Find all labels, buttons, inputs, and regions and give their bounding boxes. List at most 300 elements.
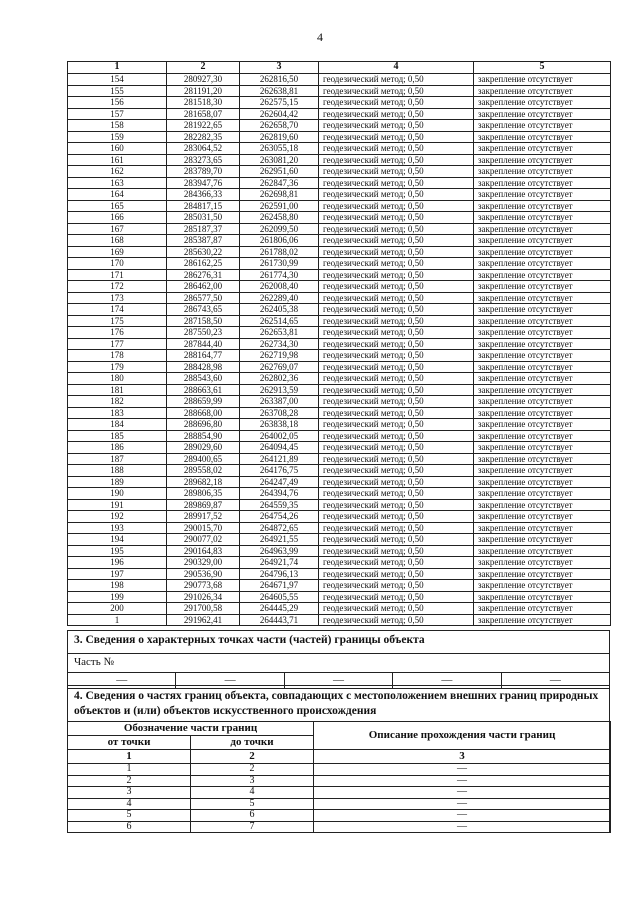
table-cell: геодезический метод; 0,50 [319,235,474,247]
dash-cell: — [393,673,501,688]
table-row [68,189,611,201]
table-cell: 174 [68,304,167,316]
table-row [68,787,611,799]
table-cell: 262816,50 [240,74,319,86]
table-cell: геодезический метод; 0,50 [319,189,474,201]
table-cell: 286743,65 [167,304,240,316]
table-cell: закрепление отсутствует [474,200,611,212]
column-number: 3 [314,750,611,764]
table-cell: 264754,26 [240,511,319,523]
table-row [68,361,611,373]
table-cell: 171 [68,269,167,281]
table-cell: геодезический метод; 0,50 [319,465,474,477]
table-cell: закрепление отсутствует [474,499,611,511]
table-cell: закрепление отсутствует [474,545,611,557]
table-cell: геодезический метод; 0,50 [319,120,474,132]
table-cell: 193 [68,522,167,534]
table-cell: закрепление отсутствует [474,361,611,373]
table-cell: геодезический метод; 0,50 [319,430,474,442]
table-cell: 262698,81 [240,189,319,201]
table-cell: закрепление отсутствует [474,235,611,247]
table-cell: закрепление отсутствует [474,154,611,166]
table-cell: 262734,30 [240,338,319,350]
table-header-row [68,62,611,74]
table-cell: геодезический метод; 0,50 [319,350,474,362]
dash-cell: — [549,674,561,686]
table-row [68,235,611,247]
table-cell: — [314,764,611,776]
table-cell: закрепление отсутствует [474,603,611,615]
table-row [68,557,611,569]
table-cell: 264443,71 [240,614,319,626]
table-cell: 264671,97 [240,580,319,592]
table-cell: геодезический метод; 0,50 [319,154,474,166]
table-cell: геодезический метод; 0,50 [319,74,474,86]
table-cell: 262802,36 [240,373,319,385]
table-cell: 264176,75 [240,465,319,477]
table-row [68,568,611,580]
table-cell: 184 [68,419,167,431]
table-cell: закрепление отсутствует [474,74,611,86]
table-cell: 262913,59 [240,384,319,396]
table-row [68,120,611,132]
table-cell: 288164,77 [167,350,240,362]
table-cell: 262951,60 [240,166,319,178]
table-cell: закрепление отсутствует [474,166,611,178]
table-cell: 290164,83 [167,545,240,557]
table-cell: закрепление отсутствует [474,177,611,189]
table-cell: геодезический метод; 0,50 [319,545,474,557]
table-cell: 288428,98 [167,361,240,373]
table-cell: геодезический метод; 0,50 [319,522,474,534]
table-cell: 264921,74 [240,557,319,569]
table-cell: 290077,02 [167,534,240,546]
table-cell: закрепление отсутствует [474,453,611,465]
table-cell: закрепление отсутствует [474,189,611,201]
table-cell: 163 [68,177,167,189]
column-header: 3 [240,62,319,74]
table-row [68,453,611,465]
table-cell: 175 [68,315,167,327]
table-cell: 154 [68,74,167,86]
table-cell: закрепление отсутствует [474,269,611,281]
table-cell: 262405,38 [240,304,319,316]
page-number: 4 [317,30,323,44]
table-cell: 166 [68,212,167,224]
table-cell: закрепление отсутствует [474,315,611,327]
table-cell: 3 [68,787,191,799]
table-cell: 262591,00 [240,200,319,212]
table-cell: 262289,40 [240,292,319,304]
table-cell: закрепление отсутствует [474,258,611,270]
table-row [68,131,611,143]
table-row [68,775,611,787]
boundary-parts-table [67,721,611,833]
table-cell: закрепление отсутствует [474,580,611,592]
table-cell: 192 [68,511,167,523]
table-row [68,821,611,833]
section-3-title: 3. Сведения о характерных точках части (частей) границы объекта [68,631,609,654]
table-cell: закрепление отсутствует [474,338,611,350]
table-cell: 284817,15 [167,200,240,212]
dash-cell: — [68,673,176,688]
table-cell: 289029,60 [167,442,240,454]
table-cell: геодезический метод; 0,50 [319,166,474,178]
table-cell: геодезический метод; 0,50 [319,108,474,120]
table-cell: 262638,81 [240,85,319,97]
table-row [68,258,611,270]
table-cell: закрепление отсутствует [474,120,611,132]
table-cell: 264394,76 [240,488,319,500]
table-cell: 289682,18 [167,476,240,488]
table-cell: 262769,07 [240,361,319,373]
table-cell: 7 [191,821,314,833]
table-cell: геодезический метод; 0,50 [319,361,474,373]
table-cell: 285187,37 [167,223,240,235]
table-row [68,315,611,327]
table-cell: 283947,76 [167,177,240,189]
table-cell: 264605,55 [240,591,319,603]
table-cell: закрепление отсутствует [474,384,611,396]
table-cell: 168 [68,235,167,247]
table-row [68,580,611,592]
table-cell: геодезический метод; 0,50 [319,476,474,488]
coordinates-table-body [68,74,611,626]
table-row [68,166,611,178]
table-cell: закрепление отсутствует [474,85,611,97]
table-cell: 3 [191,775,314,787]
column-header: 4 [319,62,474,74]
table-cell: 264921,55 [240,534,319,546]
table-cell: 177 [68,338,167,350]
table-cell: геодезический метод; 0,50 [319,384,474,396]
table-cell: закрепление отсутствует [474,522,611,534]
table-cell: 288659,99 [167,396,240,408]
table-cell: 288668,00 [167,407,240,419]
table-cell: 186 [68,442,167,454]
table-cell: 289869,87 [167,499,240,511]
table-cell: 4 [191,787,314,799]
table-row [68,327,611,339]
table-cell: 285031,50 [167,212,240,224]
table-cell: 263055,18 [240,143,319,155]
table-cell: закрепление отсутствует [474,407,611,419]
table-row [68,810,611,822]
table-cell: 170 [68,258,167,270]
table-cell: 196 [68,557,167,569]
table-cell: закрепление отсутствует [474,488,611,500]
table-row [68,442,611,454]
table-cell: 288663,61 [167,384,240,396]
table-cell: 263387,00 [240,396,319,408]
table-cell: закрепление отсутствует [474,465,611,477]
table-cell: закрепление отсутствует [474,281,611,293]
table-cell: 262099,50 [240,223,319,235]
table-cell: 264121,89 [240,453,319,465]
table-cell: 282282,35 [167,131,240,143]
table-row [68,603,611,615]
table-row [68,384,611,396]
table-cell: закрепление отсутствует [474,304,611,316]
boundary-parts-body [68,764,611,833]
table-cell: 155 [68,85,167,97]
table-cell: 264002,05 [240,430,319,442]
table-cell: закрепление отсутствует [474,131,611,143]
table-row [68,212,611,224]
table-cell: 4 [68,798,191,810]
table-cell: 263838,18 [240,419,319,431]
table-cell: закрепление отсутствует [474,108,611,120]
table-cell: геодезический метод; 0,50 [319,396,474,408]
table-cell: 191 [68,499,167,511]
table-cell: 1 [68,614,167,626]
table-cell: 284366,33 [167,189,240,201]
table-row [68,419,611,431]
coordinates-table [67,61,611,626]
column-header: 2 [167,62,240,74]
table-cell: 264796,13 [240,568,319,580]
table-cell: — [314,798,611,810]
table-cell: 262008,40 [240,281,319,293]
table-cell: 176 [68,327,167,339]
table-cell: геодезический метод; 0,50 [319,568,474,580]
table-cell: геодезический метод; 0,50 [319,591,474,603]
table-cell: закрепление отсутствует [474,373,611,385]
table-cell: 178 [68,350,167,362]
table-cell: геодезический метод; 0,50 [319,281,474,293]
table-cell: 157 [68,108,167,120]
table-cell: закрепление отсутствует [474,327,611,339]
table-cell: 165 [68,200,167,212]
table-cell: 261788,02 [240,246,319,258]
table-cell: 264559,35 [240,499,319,511]
table-row [68,488,611,500]
table-cell: геодезический метод; 0,50 [319,212,474,224]
table-row [68,764,611,776]
table-row [68,269,611,281]
table-cell: — [314,821,611,833]
table-cell: закрепление отсутствует [474,143,611,155]
table-cell: геодезический метод; 0,50 [319,580,474,592]
column-header: 5 [474,62,611,74]
table-cell: 160 [68,143,167,155]
table-cell: 261730,99 [240,258,319,270]
table-cell: 263708,28 [240,407,319,419]
table-cell: геодезический метод; 0,50 [319,338,474,350]
table-cell: 195 [68,545,167,557]
table-cell: 179 [68,361,167,373]
table-cell: 194 [68,534,167,546]
table-cell: 286462,00 [167,281,240,293]
table-row [68,373,611,385]
table-cell: 1 [68,764,191,776]
table-cell: 290773,68 [167,580,240,592]
table-cell: закрепление отсутствует [474,511,611,523]
table-row [68,534,611,546]
table-cell: 262719,98 [240,350,319,362]
part-number-label: Часть № [68,654,609,673]
table-cell: 190 [68,488,167,500]
table-cell: геодезический метод; 0,50 [319,269,474,281]
table-row [68,476,611,488]
table-cell: 164 [68,189,167,201]
table-cell: геодезический метод; 0,50 [319,246,474,258]
table-cell: 161 [68,154,167,166]
table-cell: 290536,90 [167,568,240,580]
table-cell: 290329,00 [167,557,240,569]
table-row [68,798,611,810]
table-cell: закрепление отсутствует [474,223,611,235]
table-cell: 286162,25 [167,258,240,270]
table-cell: 291962,41 [167,614,240,626]
table-cell: 283064,52 [167,143,240,155]
table-row [68,108,611,120]
table-cell: 169 [68,246,167,258]
table-cell: геодезический метод; 0,50 [319,442,474,454]
table-row [68,292,611,304]
table-cell: 262458,80 [240,212,319,224]
table-cell: 264247,49 [240,476,319,488]
table-row [68,200,611,212]
table-row [68,350,611,362]
table-cell: 185 [68,430,167,442]
table-cell: геодезический метод; 0,50 [319,419,474,431]
table-cell: геодезический метод; 0,50 [319,511,474,523]
table-cell: 281191,20 [167,85,240,97]
table-cell: закрепление отсутствует [474,568,611,580]
section-3 [67,630,610,689]
table-cell: геодезический метод; 0,50 [319,177,474,189]
table-cell: 158 [68,120,167,132]
table-cell: 264963,99 [240,545,319,557]
table-cell: 288854,90 [167,430,240,442]
table-cell: геодезический метод; 0,50 [319,453,474,465]
table-cell: геодезический метод; 0,50 [319,603,474,615]
table-cell: геодезический метод; 0,50 [319,488,474,500]
table-cell: 264872,65 [240,522,319,534]
table-cell: 6 [68,821,191,833]
table-cell: закрепление отсутствует [474,396,611,408]
table-cell: геодезический метод; 0,50 [319,407,474,419]
column-number: 1 [68,750,191,764]
table-cell: 261774,30 [240,269,319,281]
table-cell: 198 [68,580,167,592]
table-cell: 156 [68,97,167,109]
table-cell: 5 [68,810,191,822]
table-cell: 289917,52 [167,511,240,523]
table-cell: геодезический метод; 0,50 [319,131,474,143]
table-cell: 291026,34 [167,591,240,603]
table-cell: закрепление отсутствует [474,350,611,362]
table-cell: 287550,23 [167,327,240,339]
table-cell: 189 [68,476,167,488]
table-cell: геодезический метод; 0,50 [319,85,474,97]
table-cell: 181 [68,384,167,396]
dash-cell: — [285,673,393,688]
table-cell: 6 [191,810,314,822]
table-cell: — [314,810,611,822]
table-cell: 281922,65 [167,120,240,132]
dash-cell: — [176,673,284,688]
table-row [68,97,611,109]
table-row [68,407,611,419]
table-cell: закрепление отсутствует [474,419,611,431]
table-row [68,338,611,350]
table-row [68,522,611,534]
column-header: 1 [68,62,167,74]
table-cell: 262658,70 [240,120,319,132]
table-cell: геодезический метод; 0,50 [319,534,474,546]
table-cell: геодезический метод; 0,50 [319,557,474,569]
table-cell: 281658,07 [167,108,240,120]
table-row [68,154,611,166]
table-row [68,499,611,511]
table-cell: 264094,45 [240,442,319,454]
table-cell: 287844,40 [167,338,240,350]
table-row [68,430,611,442]
table-cell: 197 [68,568,167,580]
table-cell: 283273,65 [167,154,240,166]
table-row [68,246,611,258]
table-cell: 182 [68,396,167,408]
table-cell: — [314,787,611,799]
table-cell: 289558,02 [167,465,240,477]
table-cell: 183 [68,407,167,419]
table-cell: геодезический метод; 0,50 [319,614,474,626]
table-cell: закрепление отсутствует [474,614,611,626]
table-cell: 286577,50 [167,292,240,304]
table-cell: 261806,06 [240,235,319,247]
table-row [68,304,611,316]
table-row [68,223,611,235]
table-cell: 263081,20 [240,154,319,166]
table-cell: 286276,31 [167,269,240,281]
table-cell: 2 [68,775,191,787]
table-cell: 173 [68,292,167,304]
table-cell: геодезический метод; 0,50 [319,143,474,155]
section-4-title: 4. Сведения о частях границ объекта, совпадающих с местоположением внешних границ природных объектов и (или) объектов искусственного происхождения [74,690,599,717]
table-cell: 262575,15 [240,97,319,109]
column-number: 2 [191,750,314,764]
description-header: Описание прохождения части границ [314,722,611,750]
table-cell: 167 [68,223,167,235]
table-cell: закрепление отсутствует [474,591,611,603]
table-cell: геодезический метод; 0,50 [319,292,474,304]
table-row [68,74,611,86]
table-cell: 5 [191,798,314,810]
to-point-header: до точки [191,736,314,750]
table-cell: геодезический метод; 0,50 [319,373,474,385]
table-cell: геодезический метод; 0,50 [319,200,474,212]
from-point-header: от точки [68,736,191,750]
table-row [68,614,611,626]
table-row [68,511,611,523]
table-cell: 288543,60 [167,373,240,385]
table-cell: 172 [68,281,167,293]
table-cell: закрепление отсутствует [474,430,611,442]
table-cell: геодезический метод; 0,50 [319,315,474,327]
table-cell: геодезический метод; 0,50 [319,327,474,339]
table-cell: 262819,60 [240,131,319,143]
table-cell: 262847,36 [240,177,319,189]
table-cell: геодезический метод; 0,50 [319,304,474,316]
table-cell: 289400,65 [167,453,240,465]
table-cell: 188 [68,465,167,477]
table-cell: 290015,70 [167,522,240,534]
table-cell: 264445,29 [240,603,319,615]
table-row [68,396,611,408]
table-cell: 187 [68,453,167,465]
